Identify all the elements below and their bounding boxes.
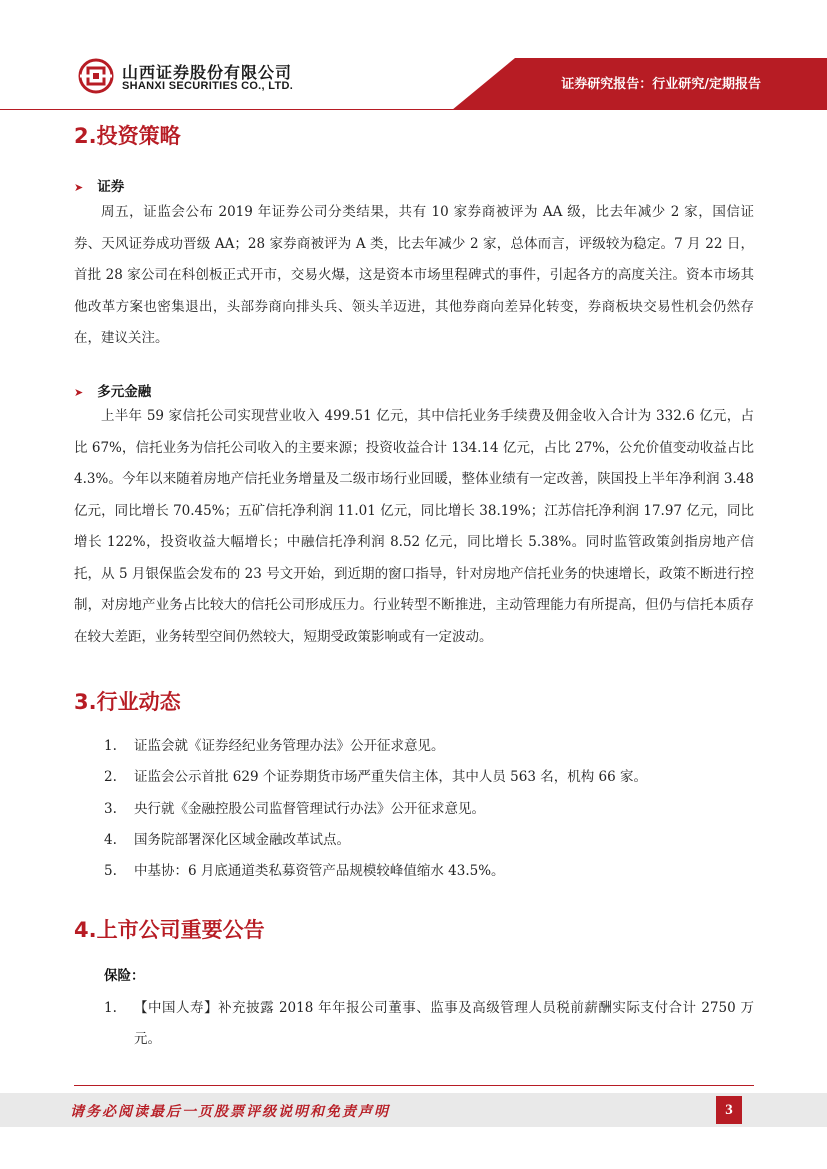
- list-item: [104, 794, 754, 825]
- industry-news-list: [104, 731, 754, 887]
- list-item-text: 证监会公示首批 629 个证券期货市场严重失信主体，其中人员 563 名，机构 66 家。: [134, 769, 647, 786]
- list-item: [104, 762, 754, 793]
- list-item-text: 【中国人寿】补充披露 2018 年年报公司董事、监事及高级管理人员税前薪酬实际支付合计 2750 万元。: [134, 1000, 754, 1047]
- list-number: 1.: [104, 1000, 117, 1016]
- securities-paragraph: 周五，证监会公布 2019 年证券公司分类结果，共有 10 家券商被评为 AA 级，比去年减少 2 家，国信证券、天风证券成功晋级 AA；28 家券商被评为 A 类，比去年减少 2 家，总体而言，评级较为稳定。7 月 22 日，首批 28 家公司在科创板正式开市，交易火爆，这是资本市场里程碑式的事件，引起各方的高度关注。资本市场其他改革方案也密集退出，头部券商向排头兵、领头羊迈进，其他券商向差异化转变，券商板块交易性机会仍然存在，建议关注。: [74, 204, 754, 346]
- list-item-text: 中基协：6 月底通道类私募资管产品规模较峰值缩水 43.5%。: [134, 863, 505, 880]
- list-number: 5.: [104, 863, 117, 880]
- report-type: 证券研究报告：行业研究/定期报告: [561, 77, 761, 92]
- insurance-heading: 保险：: [104, 968, 145, 984]
- list-number: 4.: [104, 831, 117, 848]
- footer-divider: [74, 1085, 754, 1086]
- list-item: [104, 731, 754, 762]
- bullet-heading-label: 多元金融: [97, 384, 152, 400]
- bullet-heading-label: 证券: [97, 179, 125, 195]
- list-item-text: 央行就《金融控股公司监督管理试行办法》公开征求意见。: [134, 800, 485, 817]
- list-item: [104, 856, 754, 887]
- header-red-band: [0, 0, 827, 110]
- list-number: 1.: [104, 738, 117, 754]
- insurance-announcement-list: [104, 993, 754, 1055]
- section-title-investment-strategy: 2.投资策略: [74, 124, 181, 148]
- arrow-bullet-icon: ➤: [74, 181, 84, 194]
- list-item-text: 国务院部署深化区域金融改革试点。: [134, 831, 350, 848]
- section-title-company-announcements: 4.上市公司重要公告: [74, 918, 265, 942]
- bullet-heading-finance: [74, 380, 151, 400]
- bullet-heading-securities: [74, 175, 124, 195]
- page-number: 3: [716, 1096, 742, 1124]
- arrow-bullet-icon: ➤: [74, 386, 84, 399]
- footer-disclaimer: 请务必阅读最后一页股票评级说明和免责声明: [70, 1104, 390, 1120]
- list-number: 3.: [104, 800, 117, 817]
- company-name-en: SHANXI SECURITIES CO., LTD.: [122, 80, 294, 92]
- finance-paragraph: 上半年 59 家信托公司实现营业收入 499.51 亿元，其中信托业务手续费及佣金收入合计为 332.6 亿元，占比 67%，信托业务为信托公司收入的主要来源；投资收益合计 134.14 亿元，占比 27%，公允价值变动收益占比 4.3%。今年以来随着房地产信托业务增量及二级市场行业回暖，整体业绩有一定改善，陕国投上半年净利润 3.48 亿元，同比增长 70.45%；五矿信托净利润 11.01 亿元，同比增长 38.19%；江苏信托净利润 17.97 亿元，同比增长 122%，投资收益大幅增长；中融信托净利润 8.52 亿元，同比增长 5.38%。同时监管政策剑指房地产信托，从 5 月银保监会发布的 23 号文开始，到近期的窗口指导，针对房地产信托业务的快速增长，政策不断进行控制，对房地产业务占比较大的信托公司形成压力。行业转型不断推进，主动管理能力有所提高，但仍与信托本质存在较大差距，业务转型空间仍然较大，短期受政策影响或有一定波动。: [74, 408, 754, 645]
- list-item: [104, 993, 754, 1055]
- page-header: [0, 0, 827, 110]
- list-number: 2.: [104, 769, 117, 786]
- list-item-text: 证监会就《证券经纪业务管理办法》公开征求意见。: [134, 738, 445, 754]
- list-item: [104, 825, 754, 856]
- section-title-industry-news: 3.行业动态: [74, 690, 181, 714]
- company-logo-icon: [78, 58, 114, 94]
- company-name-cn: 山西证券股份有限公司: [122, 63, 293, 82]
